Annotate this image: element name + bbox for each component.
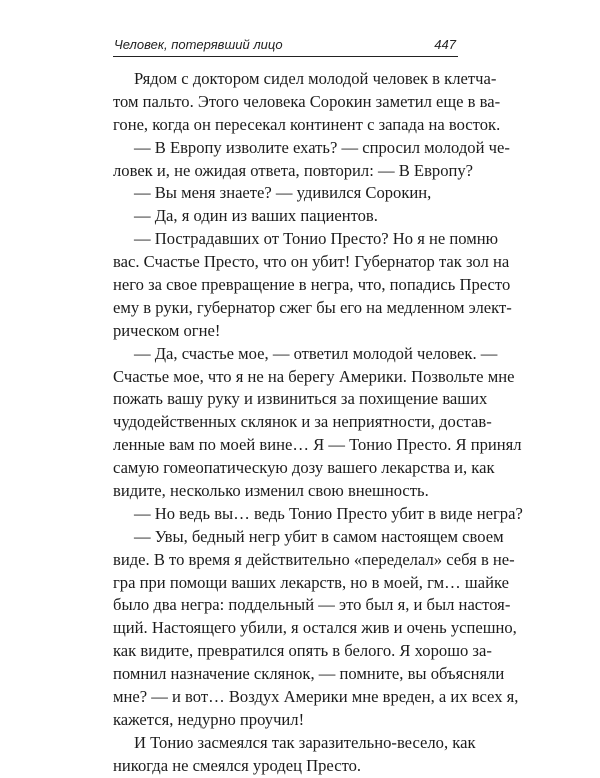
text-line: И Тонио засмеялся так заразительно-весело, как (134, 732, 476, 752)
text-line: — Пострадавших от Тонио Престо? Но я не помню (134, 229, 499, 249)
text-line: рическом огне! (113, 320, 221, 340)
page-number: 447 (434, 37, 456, 52)
text-line: — Вы меня знаете? — удивился Сорокин, (134, 183, 432, 203)
text-line: том пальто. Этого человека Сорокин заметил еще в ва- (113, 91, 501, 111)
text-line: гоне, когда он пересекал континент с запада на восток. (113, 114, 501, 134)
text-line: щий. Настоящего убили, я остался жив и очень успешно, (113, 618, 517, 638)
text-line: ему в руки, губернатор сжег бы его на медленном элект- (113, 297, 512, 317)
text-line: было два негра: поддельный — это был я, и был настоя- (113, 595, 511, 615)
text-line: вас. Счастье Престо, что он убит! Губернатор так зол на (113, 252, 510, 272)
text-line: — В Европу изволите ехать? — спросил молодой че- (134, 137, 510, 157)
text-line: виде. В то время я действительно «переделал» себя в не- (113, 549, 515, 569)
text-line: ленные вам по моей вине… Я — Тонио Престо. Я принял (113, 435, 522, 455)
text-line: видите, несколько изменил свою внешность. (113, 481, 429, 501)
running-head (113, 34, 458, 57)
text-line: Рядом с доктором сидел молодой человек в клетча- (134, 69, 497, 88)
text-line: гра при помощи ваших лекарств, но в моей, гм… шайке (113, 572, 509, 592)
text-line: — Да, я один из ваших пациентов. (134, 206, 378, 226)
text-line: — Но ведь вы… ведь Тонио Престо убит в виде негра? (134, 503, 523, 523)
chapter-title: Человек, потерявший лицо (114, 37, 283, 52)
text-line: помнил назначение склянок, — помните, вы объясняли (113, 664, 505, 684)
text-line: как видите, превратился опять в белого. Я хорошо за- (113, 641, 492, 661)
body-text (113, 68, 523, 778)
text-line: пожать вашу руку и извиниться за похищение ваших (113, 389, 488, 409)
text-line: — Да, счастье мое, — ответил молодой человек. — (134, 343, 498, 363)
text-line: кажется, недурно проучил! (113, 709, 305, 729)
text-line: — Увы, бедный негр убит в самом настоящем своем (134, 526, 504, 546)
text-line: мне? — и вот… Воздух Америки мне вреден, а их всех я, (113, 687, 519, 707)
text-line: Счастье мое, что я не на берегу Америки. Позвольте мне (113, 366, 515, 386)
text-line: никогда не смеялся уродец Престо. (113, 755, 362, 775)
text-line: чудодейственных склянок и за неприятности, достав- (113, 412, 492, 432)
text-line: ловек и, не ожидая ответа, повторил: — В Европу? (113, 160, 474, 180)
text-line: самую гомеопатическую дозу вашего лекарства и, как (113, 458, 495, 478)
text-line: него за свое превращение в негра, что, попадись Престо (113, 275, 511, 295)
